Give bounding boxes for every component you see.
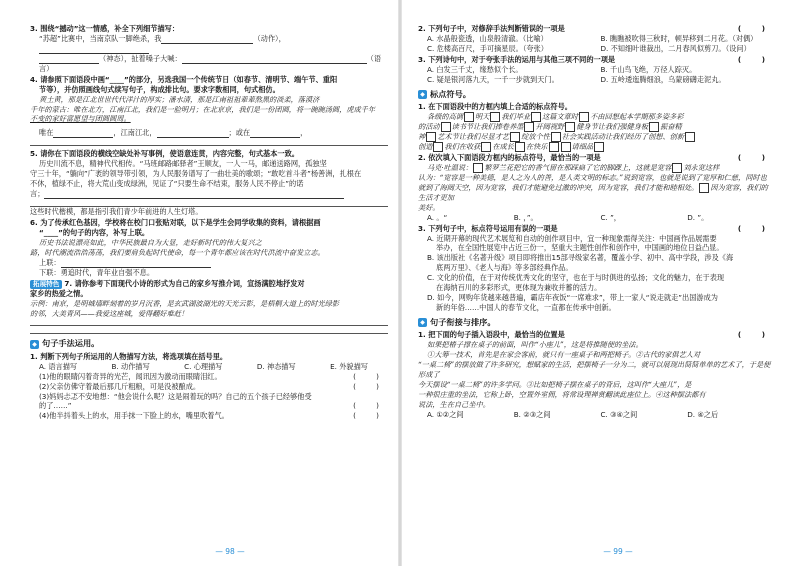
answer-paren[interactable]: ( ) (737, 54, 774, 64)
punct-box[interactable] (426, 132, 436, 142)
punct-box[interactable] (464, 112, 474, 122)
answer-paren[interactable]: ( ) (737, 152, 774, 162)
answer-paren[interactable]: ( ) (737, 330, 774, 340)
punct-box[interactable] (515, 142, 525, 152)
punct-box[interactable] (551, 132, 561, 142)
answer-paren[interactable]: ( ) (353, 401, 388, 411)
punct-box[interactable] (579, 112, 589, 122)
punct-box[interactable] (549, 142, 559, 152)
punct-box[interactable] (672, 163, 682, 173)
question-3: 3. 围绕“撼动”这一情感，补全下列细节描写： “苏超”比赛中，当南京队一脚绝杀，我 （动作）， （神态），扯着嗓子大喊： （语言） (30, 24, 388, 74)
expansion-tag: 拓展特色 (30, 280, 62, 289)
answer-blank[interactable] (161, 36, 253, 44)
upper-couplet-blank[interactable] (61, 260, 211, 268)
answer-line[interactable] (30, 325, 388, 326)
section-icon: ◆ (30, 340, 39, 349)
section-icon: ◆ (418, 318, 427, 327)
rhetoric-question-2: 2. 下列句子中，对修辞手法判断错误的一项是 ( ) A. 水晶般瓷透，山泉般清澈。（比喻） B. 瞧瞧被吹得三秋时，顿异移到二月花。（对偶） C. 危楼高百尺，手可摘星辰。（夸张） D. 不知细叶谁裁出，二月春风似剪刀。（设问） (418, 24, 774, 53)
question-7: 拓展特色 7. 请你参考下面现代小诗的形式为自己的家乡写推介词，宣扬满腔地抒发对 家乡的热爱之情。 示例：南京，是明城墙畔刻着的岁月沉香，是玄武湖波湖光的天光云影，是梧桐大道上的时光绿影 的邻，大美青风——我爱这座城，爱得翻好难赶！ (30, 279, 388, 335)
answer-paren[interactable]: ( ) (353, 371, 388, 381)
question-5: 5. 请你在下面语段的横线空缺处补写事例，使语意连贯，内容完整，句式基本一致。 历史川流不息，精神代代相传。“马班邮路邮驿者”王顺友，一人一马，邮递送路网，孤独坚 守三十年，“躺向”广袤的领导带引领，为人民服务谱写了一曲壮美的歌颂；“敢吃首斗者”杨善洲，扎根在 不休，植绿不止，将大荒山变成绿洲，见证了“只要生命不结束，服务人民不停止”的诺 言； 这些时代楷模，都是指引我们青少年前进的人生灯塔。 (30, 149, 388, 217)
punct-box[interactable] (481, 142, 491, 152)
punct-box[interactable] (699, 183, 709, 193)
answer-line[interactable] (30, 145, 388, 146)
section-icon: ◆ (418, 90, 427, 99)
answer-blank[interactable] (182, 56, 367, 64)
punctuation-question-1: 1. 在下面语段中的方框内填上合适的标点符号。 各级的高调 明天 我们毕业 这篇文章时 不由回想起本学期那多姿多彩 的活动 读书节让我们捧卷养墨 开阔视野 健身节让我们强健身板 振奋精 神 艺术节让我们尽显才艺 绽放个性 社会实践活动让我们经历了创想、创新 创造 我们在收获 在成长 在快乐 请细品 (418, 102, 774, 152)
section-header: ◆ 句子手法运用。 (30, 338, 388, 349)
punct-box[interactable] (565, 122, 575, 132)
punct-box[interactable] (594, 142, 604, 152)
answer-blank[interactable] (157, 130, 229, 138)
answer-blank[interactable] (53, 130, 113, 138)
answer-paren[interactable]: ( ) (353, 381, 388, 391)
punct-box[interactable] (510, 132, 520, 142)
punctuation-question-3: 3. 下列句子中，标点符号运用有误的一项是 ( ) A. 近期开幕的现代艺术展览和自动的创作项目中，宜一种现象需得关注：中国画作品展需要 举办，在全国性展览中占近三份一，坚重大主题性创作和创作中，中国画的地位日益凸显。 B. 该出版社《名著升级》项目即将推出15部寻级家名著，覆盖小学、初中、高中学段，涉及《海 底两万里》、《老人与海》等多部经典作品。 C. 文化的价值，在于对传统优秀文化的坚守，也在于与时俱进的弘扬；文化的魅力，在于表现 在海纳百川的多彩形式，更体现为兼收并蓄的活力。 D. 如今，网购年货越来越普遍，霸店年夜饭“一席难求”，带上一家人“说走就走”出国游成为 新的年俗……中国人的春节文化，一直都在传承中创新。 (418, 223, 774, 313)
punct-box[interactable] (685, 132, 695, 142)
answer-blank[interactable] (39, 46, 149, 54)
answer-blank[interactable] (250, 130, 300, 138)
section-header: ◆ 标点符号。 (418, 89, 774, 100)
question-6: 6. 为了传承红色基因，学校将在校门口张贴对联，以下是学生会同学收集的资料，请根据画 “____”的句子的内容，补写上联。 历史书法说漂亮如此，中华民族最自为大显，走好新时代的伟大复兴之 路，时代潮流浩浩荡荡，我们要肩负起时代使命，每一个青年都应该在时代洪流中奋发立志。 上联： 下联：勇追时代，青年业自强不息。 (30, 217, 325, 277)
punct-box[interactable] (490, 112, 500, 122)
section-header: ◆ 句子衔接与排序。 (418, 317, 774, 328)
question-3-title: 3. 围绕“撼动”这一情感，补全下列细节描写： (30, 24, 180, 33)
punct-box[interactable] (524, 122, 534, 132)
answer-blank[interactable] (39, 56, 99, 64)
answer-paren[interactable]: ( ) (737, 24, 774, 33)
answer-line[interactable] (30, 333, 388, 334)
rhetoric-question-3: 3. 下列诗句中，对于夸张手法的运用与其他三项不同的一项是 ( ) A. 白发三千丈，缘愁似个长。 B. 千山鸟飞绝，万径人踪灭。 C. 疑是银河落九天，一千一步就到天门。 D. 五岭逶迤腾细浪，乌蒙磅礴走泥丸。 (418, 54, 774, 84)
page-number: — 99 — (603, 546, 633, 556)
page-number: — 98 — (215, 546, 245, 556)
punct-box[interactable] (441, 122, 451, 132)
punct-box[interactable] (531, 112, 541, 122)
punct-box[interactable] (433, 142, 443, 152)
ordering-question-1: 1. 把下面的句子插入语段中，最恰当的位置是 ( ) 如果把椿子撑在桌子的前面，叫作“小座儿”，这是将推随便的坐法。 ①大筹一技术，首先是在家会客前，就只有一座桌子和两把椅子。②古代的家俱艺人对 “一桌二椅”的摆放做了许多研究，想赋家的生活，把摆椅子一分为二，就可以展现出简简单单的艺术了，于是便形成了 今天摆设“一桌二椅”的许多学问。③比如把椅子摆在桌子的背后，这叫作“大座儿”，是 一种很庄重的坐法，它称上卧，空置外室佣，将常设理禅赏翻读此座位上。④这种摆法都有 说法，生在自己坐中。 A. ①②之间 B. ②③之间 C. ③④之间 D. ④之后 (418, 330, 774, 419)
punct-box[interactable] (473, 163, 483, 173)
sentence-question-1: 1. 判断下列句子所运用的人物描写方法，将选项填在括号里。 A. 语言描写 B. 动作描写 C. 心理描写 D. 神态描写 E. 外貌描写 (1)他的眼睛闪着奇异的光芒，闻讯因为激动而眼睛泪红。 ( ) (2)父亲仿佛守着最后那几斤粗粮，可是没被酿成。 ( ) (3)妈妈忐忑不安地想：“他会说什么呢？这是闹着玩的吗？自己的五个孩子已经够他受 的了……” ( ) (4)他半抖着头上的水，用手抹一下脸上的水，嘴里吹着气。 ( ) (30, 351, 388, 421)
punct-box[interactable] (649, 122, 659, 132)
punctuation-question-2: 2. 依次填入下面语段方框内的标点符号，最恰当的一项是 ( ) 马克·吐温说： 繁罗兰花把它的香气留在那踩扁了它的脚踝上，这就是宽容 刘永宽这样 认为：“宽容是一种美德，是人之为人的善，是人类文明的标志。”说到宽容，也就是说到了宽厚和仁慈，同时也 就到了海阔天空，因为宽容，我们才能避免过激的冲突，因为宽容，我们才能和睦相处。 因为宽容，我们的生活才更加 美好。 A. 。“ B. ，”。 C. ”， D. ”。 (418, 152, 774, 222)
punct-box[interactable] (561, 142, 571, 152)
question-4: 4. 请参照下面语段中画“____”的部分，另选我国一个传统节日（如春节、清明节、端午节、重阳 节等），并仿照画线句式续写句子，构成排比句。要求字数相同，句式相仿。 黄土黄，那是江北世世代代洋汁的厚实；潘水清，那是江南祖祖辈辈熬黑的淡柔，落漠济 千年的蒙古：唯在北方，江南江北，我们是一脸明月；在北京京，我们是一份团圆，将一碗碗汤圆，虎成千年 不变的家好富愿望与团圆圆周。 唯在 ，江南江北， ；或在 ， (30, 75, 388, 147)
answer-paren[interactable]: ( ) (353, 411, 388, 421)
right-page (400, 0, 800, 566)
answer-blank[interactable] (44, 191, 344, 199)
answer-paren[interactable]: ( ) (737, 223, 774, 233)
